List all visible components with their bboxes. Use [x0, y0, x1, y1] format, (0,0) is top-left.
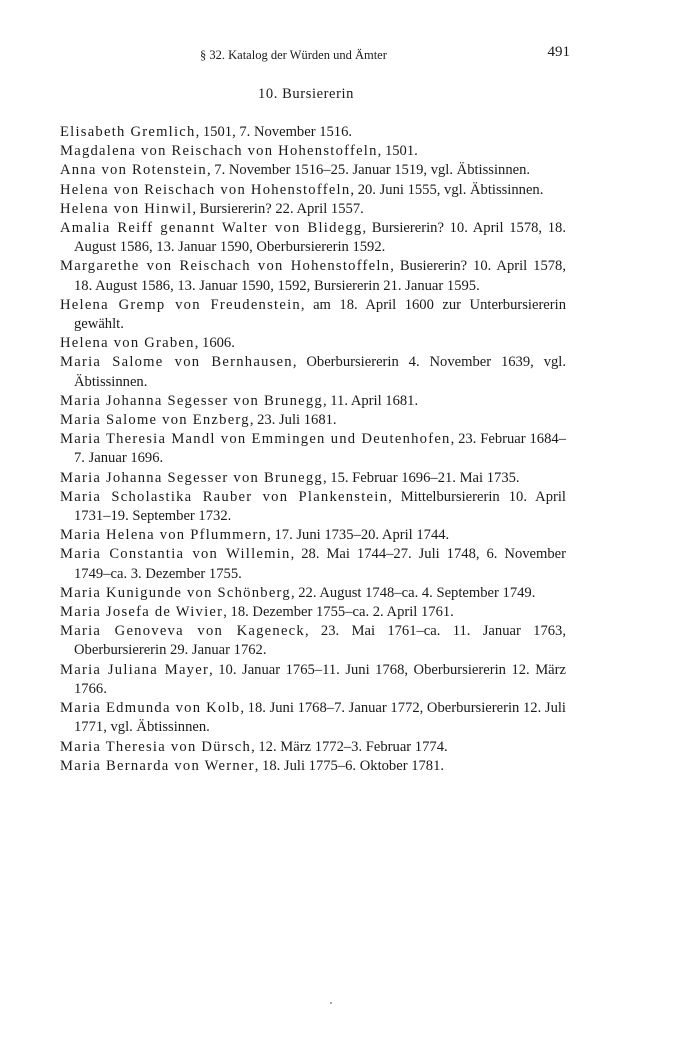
entry-text: , 1501. — [377, 143, 418, 160]
entry-text: , 12. März 1772–3. Februar 1774. — [251, 738, 448, 755]
entry-name: Maria Constantia von Willemin — [60, 546, 291, 563]
list-item — [60, 488, 566, 526]
entry-name: Elisabeth Gremlich — [60, 124, 196, 140]
entry-name: Maria Scholastika Rauber von Plankenstein — [60, 488, 389, 505]
entry-text: , 22. August 1748–ca. 4. September 1749. — [290, 584, 536, 601]
list-item — [60, 142, 566, 161]
entry-name: Maria Bernarda von Werner — [60, 757, 255, 774]
list-item — [60, 430, 566, 468]
entry-text: , 20. Juni 1555, vgl. Äbtissinnen. — [350, 181, 544, 198]
list-item — [60, 200, 566, 219]
list-item — [60, 257, 566, 295]
list-item — [60, 181, 566, 200]
entry-text: , 11. April 1681. — [322, 392, 419, 409]
list-item — [60, 123, 566, 142]
entry-name: Helena Gremp von Freudenstein — [60, 296, 301, 313]
list-item — [60, 469, 566, 488]
entry-name: Anna von Rotenstein — [60, 162, 207, 179]
entry-name: Magdalena von Reischach von Hohenstoffeln — [60, 143, 378, 160]
list-item — [60, 699, 566, 737]
entry-text: , Bursiererin? 10. April 1578, 18. August 1586, 13. Januar 1590, Oberbursiererin 1592. — [74, 220, 567, 256]
entry-name: Helena von Hinwil — [60, 200, 193, 217]
section-title: 10. Bursiererin — [258, 86, 354, 102]
entry-name: Maria Theresia von Dürsch — [60, 738, 252, 755]
list-item — [60, 411, 566, 430]
list-item — [60, 334, 566, 353]
list-item — [60, 526, 566, 545]
entry-text: , 23. Mai 1761–ca. 11. Januar 1763, Oberbursiererin 29. Januar 1762. — [74, 623, 566, 659]
entry-text: , 23. Februar 1684–7. Januar 1696. — [74, 431, 566, 467]
entry-name: Helena von Graben — [60, 335, 195, 352]
list-item — [60, 738, 566, 757]
entry-text: , 18. Dezember 1755–ca. 2. April 1761. — [223, 604, 454, 621]
entry-text: , 1606. — [194, 335, 235, 352]
entry-text: , Mittelbursiererin 10. April 1731–19. September 1732. — [74, 488, 566, 525]
list-item — [60, 296, 566, 334]
entry-name: Maria Helena von Pflummern — [60, 527, 268, 544]
entry-text: , 28. Mai 1744–27. Juli 1748, 6. November 1749–ca. 3. Dezember 1755. — [74, 546, 567, 582]
entry-name: Helena von Reischach von Hohenstoffeln — [60, 181, 351, 198]
entry-text: , 18. Juni 1768–7. Januar 1772, Oberbursiererin 12. Juli 1771, vgl. Äbtissinnen. — [74, 700, 566, 736]
entry-text: , 7. November 1516–25. Januar 1519, vgl. Äbtissinnen. — [206, 162, 531, 179]
entry-text: , Busiererin? 10. April 1578, 18. August 1586, 13. Januar 1590, 1592, Bursiererin 21. Januar 1595. — [74, 258, 566, 294]
entry-name: Maria Johanna Segesser von Brunegg — [60, 469, 323, 486]
entry-name: Amalia Reiff genannt Walter von Blidegg — [60, 220, 363, 237]
entry-text: , Bursiererin? 22. April 1557. — [192, 200, 364, 217]
list-item — [60, 622, 566, 660]
list-item — [60, 603, 566, 622]
entry-text: , am 18. April 1600 zur Unterbursiererin gewählt. — [74, 296, 566, 333]
page-mark — [330, 1002, 332, 1004]
entry-name: Maria Genoveva von Kageneck — [60, 623, 305, 640]
entry-text: , 17. Juni 1735–20. April 1744. — [267, 527, 450, 544]
list-item — [60, 219, 566, 257]
entry-text: , 10. Januar 1765–11. Juni 1768, Oberbursiererin 12. März 1766. — [74, 661, 566, 697]
entry-name: Maria Salome von Enzberg — [60, 412, 250, 429]
entry-name: Margarethe von Reischach von Hohenstoffeln — [60, 258, 391, 275]
page-number: 491 — [547, 44, 570, 60]
list-item — [60, 757, 566, 776]
entry-text: , 18. Juli 1775–6. Oktober 1781. — [254, 757, 445, 774]
entry-name: Maria Josefa de Wivier — [60, 604, 224, 621]
list-item — [60, 392, 566, 411]
entry-text: , 15. Februar 1696–21. Mai 1735. — [322, 469, 520, 486]
entry-name: Maria Johanna Segesser von Brunegg — [60, 392, 323, 409]
entry-text: , 23. Juli 1681. — [249, 412, 337, 429]
list-item — [60, 353, 566, 391]
entry-text: , 1501, 7. November 1516. — [195, 124, 353, 140]
entry-name: Maria Salome von Bernhausen — [60, 354, 293, 371]
list-item — [60, 545, 566, 583]
entry-name: Maria Edmunda von Kolb — [60, 700, 241, 717]
entry-name: Maria Theresia Mandl von Emmingen und Deutenhofen — [60, 431, 451, 448]
entry-list — [60, 123, 566, 776]
entry-name: Maria Kunigunde von Schönberg — [60, 584, 291, 601]
running-title: § 32. Katalog der Würden und Ämter — [200, 48, 387, 62]
list-item — [60, 584, 566, 603]
list-item — [60, 161, 566, 180]
entry-name: Maria Juliana Mayer — [60, 661, 210, 678]
list-item — [60, 661, 566, 699]
entry-text: , Oberbursiererin 4. November 1639, vgl. Äbtissinnen. — [74, 354, 566, 390]
